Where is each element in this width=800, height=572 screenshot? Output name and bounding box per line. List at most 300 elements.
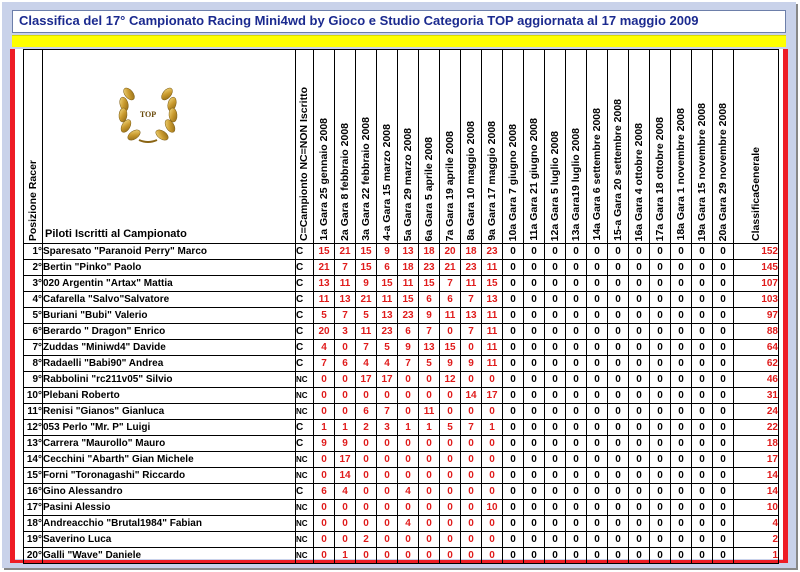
- total-cell: 31: [734, 388, 779, 404]
- score-cell: 0: [545, 260, 566, 276]
- score-cell: 0: [314, 468, 335, 484]
- score-cell: 0: [314, 548, 335, 564]
- score-cell: 0: [524, 532, 545, 548]
- total-cell: 88: [734, 324, 779, 340]
- status-cell: NC: [296, 548, 314, 564]
- score-cell: 0: [692, 468, 713, 484]
- score-cell: 0: [377, 452, 398, 468]
- score-cell: 0: [713, 372, 734, 388]
- pilot-name-cell: Carrera "Maurollo" Mauro: [43, 436, 296, 452]
- score-cell: 0: [692, 500, 713, 516]
- score-cell: 0: [503, 404, 524, 420]
- score-cell: 0: [713, 308, 734, 324]
- score-cell: 0: [713, 404, 734, 420]
- total-cell: 62: [734, 356, 779, 372]
- score-cell: 0: [650, 324, 671, 340]
- score-cell: 5: [419, 356, 440, 372]
- position-cell: 18°: [24, 516, 43, 532]
- score-cell: 0: [461, 532, 482, 548]
- score-cell: 0: [335, 404, 356, 420]
- score-cell: 0: [419, 548, 440, 564]
- score-cell: 0: [545, 324, 566, 340]
- status-cell: C: [296, 420, 314, 436]
- score-cell: 0: [587, 356, 608, 372]
- race-header-9: 9a Gara 17 maggio 2008: [482, 50, 503, 244]
- score-cell: 0: [440, 404, 461, 420]
- score-cell: 0: [461, 484, 482, 500]
- score-cell: 21: [440, 260, 461, 276]
- score-cell: 0: [566, 324, 587, 340]
- race-header-19: 19a Gara 15 novembre 2008: [692, 50, 713, 244]
- score-cell: 0: [419, 468, 440, 484]
- table-row: [24, 484, 779, 500]
- score-cell: 0: [713, 244, 734, 260]
- score-cell: 0: [440, 452, 461, 468]
- score-cell: 0: [356, 468, 377, 484]
- score-cell: 6: [377, 260, 398, 276]
- score-cell: 0: [671, 420, 692, 436]
- score-cell: 0: [566, 436, 587, 452]
- score-cell: 0: [524, 436, 545, 452]
- score-cell: 0: [713, 516, 734, 532]
- score-cell: 0: [587, 500, 608, 516]
- score-cell: 0: [440, 388, 461, 404]
- position-cell: 3°: [24, 276, 43, 292]
- score-cell: 0: [503, 308, 524, 324]
- score-cell: 0: [629, 340, 650, 356]
- table-row: [24, 516, 779, 532]
- score-cell: 0: [314, 516, 335, 532]
- score-cell: 0: [461, 404, 482, 420]
- score-cell: 0: [608, 548, 629, 564]
- score-cell: 0: [629, 548, 650, 564]
- score-cell: 0: [419, 436, 440, 452]
- score-cell: 1: [419, 420, 440, 436]
- score-cell: 13: [419, 340, 440, 356]
- pilot-name-cell: Saverino Luca: [43, 532, 296, 548]
- score-cell: 0: [650, 516, 671, 532]
- score-cell: 13: [377, 308, 398, 324]
- score-cell: 15: [356, 260, 377, 276]
- score-cell: 11: [482, 324, 503, 340]
- score-cell: 13: [482, 292, 503, 308]
- score-cell: 0: [629, 372, 650, 388]
- standings-sheet: [15, 49, 783, 559]
- score-cell: 0: [545, 436, 566, 452]
- score-cell: 23: [461, 260, 482, 276]
- score-cell: 0: [482, 404, 503, 420]
- score-cell: 9: [356, 276, 377, 292]
- score-cell: 0: [503, 436, 524, 452]
- score-cell: 0: [566, 420, 587, 436]
- score-cell: 11: [482, 260, 503, 276]
- score-cell: 13: [314, 276, 335, 292]
- score-cell: 0: [650, 484, 671, 500]
- score-cell: 0: [650, 452, 671, 468]
- score-cell: 11: [482, 308, 503, 324]
- score-cell: 9: [398, 340, 419, 356]
- table-row: [24, 548, 779, 564]
- score-cell: 6: [440, 292, 461, 308]
- score-cell: 18: [419, 244, 440, 260]
- score-cell: 0: [377, 388, 398, 404]
- score-cell: 0: [503, 452, 524, 468]
- status-cell: NC: [296, 516, 314, 532]
- score-cell: 11: [461, 276, 482, 292]
- score-cell: 3: [335, 324, 356, 340]
- score-cell: 9: [419, 308, 440, 324]
- score-cell: 0: [545, 500, 566, 516]
- score-cell: 11: [440, 308, 461, 324]
- score-cell: 0: [692, 340, 713, 356]
- score-cell: 15: [440, 340, 461, 356]
- score-cell: 0: [608, 436, 629, 452]
- total-cell: 145: [734, 260, 779, 276]
- score-cell: 0: [503, 372, 524, 388]
- score-cell: 0: [671, 436, 692, 452]
- race-header-15: 15-a Gara 20 settembre 2008: [608, 50, 629, 244]
- score-cell: 0: [524, 452, 545, 468]
- table-row: [24, 532, 779, 548]
- score-cell: 0: [503, 292, 524, 308]
- score-cell: 0: [398, 532, 419, 548]
- pilot-name-cell: Bertin "Pinko" Paolo: [43, 260, 296, 276]
- score-cell: 0: [545, 372, 566, 388]
- score-cell: 0: [587, 308, 608, 324]
- score-cell: 0: [608, 420, 629, 436]
- score-cell: 0: [629, 500, 650, 516]
- score-cell: 13: [461, 308, 482, 324]
- score-cell: 0: [566, 452, 587, 468]
- score-cell: 5: [314, 308, 335, 324]
- score-cell: 0: [650, 532, 671, 548]
- score-cell: 17: [335, 452, 356, 468]
- pilots-header: TOP Piloti Iscritti al Campionato: [43, 50, 296, 244]
- score-cell: 0: [398, 500, 419, 516]
- table-row: [24, 420, 779, 436]
- score-cell: 0: [398, 548, 419, 564]
- score-cell: 1: [398, 420, 419, 436]
- total-cell: 107: [734, 276, 779, 292]
- score-cell: 20: [314, 324, 335, 340]
- score-cell: 0: [650, 260, 671, 276]
- score-cell: 0: [356, 484, 377, 500]
- score-cell: 0: [566, 276, 587, 292]
- score-cell: 0: [608, 468, 629, 484]
- score-cell: 0: [461, 436, 482, 452]
- total-cell: 22: [734, 420, 779, 436]
- score-cell: 7: [398, 356, 419, 372]
- score-cell: 0: [629, 260, 650, 276]
- score-cell: 0: [566, 468, 587, 484]
- race-header-12: 12a Gara 5 luglio 2008: [545, 50, 566, 244]
- score-cell: 1: [482, 420, 503, 436]
- score-cell: 0: [671, 548, 692, 564]
- pilot-name-cell: Cafarella "Salvo"Salvatore: [43, 292, 296, 308]
- score-cell: 4: [335, 484, 356, 500]
- score-cell: 0: [671, 276, 692, 292]
- score-cell: 14: [335, 468, 356, 484]
- status-cell: C: [296, 324, 314, 340]
- status-header: C=Campionto NC=NON Iscritto: [296, 50, 314, 244]
- score-cell: 0: [587, 340, 608, 356]
- score-cell: 7: [377, 404, 398, 420]
- score-cell: 0: [419, 484, 440, 500]
- score-cell: 0: [314, 452, 335, 468]
- status-cell: NC: [296, 452, 314, 468]
- score-cell: 0: [692, 420, 713, 436]
- score-cell: 0: [713, 484, 734, 500]
- score-cell: 0: [587, 260, 608, 276]
- score-cell: 0: [566, 244, 587, 260]
- status-cell: NC: [296, 388, 314, 404]
- score-cell: 0: [650, 436, 671, 452]
- score-cell: 0: [671, 292, 692, 308]
- score-cell: 0: [398, 372, 419, 388]
- score-cell: 15: [314, 244, 335, 260]
- score-cell: 0: [545, 468, 566, 484]
- score-cell: 0: [377, 484, 398, 500]
- status-cell: C: [296, 484, 314, 500]
- score-cell: 0: [629, 244, 650, 260]
- pilot-name-cell: Forni "Toronagashi" Riccardo: [43, 468, 296, 484]
- total-header: ClassificaGenerale: [734, 50, 779, 244]
- status-cell: C: [296, 244, 314, 260]
- score-cell: 17: [482, 388, 503, 404]
- race-header-10: 10a Gara 7 giugno 2008: [503, 50, 524, 244]
- status-cell: C: [296, 436, 314, 452]
- race-header-20: 20a Gara 29 novembre 2008: [713, 50, 734, 244]
- score-cell: 0: [671, 356, 692, 372]
- table-row: [24, 340, 779, 356]
- score-cell: 0: [503, 276, 524, 292]
- table-row: [24, 452, 779, 468]
- race-header-6: 6a Gara 5 aprile 2008: [419, 50, 440, 244]
- score-cell: 20: [440, 244, 461, 260]
- position-cell: 8°: [24, 356, 43, 372]
- score-cell: 0: [566, 404, 587, 420]
- race-header-16: 16a Gara 4 ottobre 2008: [629, 50, 650, 244]
- score-cell: 0: [503, 260, 524, 276]
- score-cell: 0: [671, 244, 692, 260]
- score-cell: 0: [629, 436, 650, 452]
- score-cell: 7: [440, 276, 461, 292]
- score-cell: 4: [377, 356, 398, 372]
- score-cell: 5: [440, 420, 461, 436]
- score-cell: 0: [524, 484, 545, 500]
- score-cell: 0: [482, 436, 503, 452]
- position-cell: 7°: [24, 340, 43, 356]
- score-cell: 13: [335, 292, 356, 308]
- score-cell: 0: [692, 308, 713, 324]
- score-cell: 0: [566, 516, 587, 532]
- score-cell: 0: [629, 420, 650, 436]
- score-cell: 0: [650, 388, 671, 404]
- position-cell: 11°: [24, 404, 43, 420]
- status-cell: NC: [296, 500, 314, 516]
- score-cell: 0: [545, 356, 566, 372]
- position-cell: 4°: [24, 292, 43, 308]
- score-cell: 0: [608, 404, 629, 420]
- score-cell: 0: [503, 420, 524, 436]
- score-cell: 0: [545, 484, 566, 500]
- score-cell: 0: [629, 404, 650, 420]
- score-cell: 9: [314, 436, 335, 452]
- score-cell: 0: [566, 292, 587, 308]
- score-cell: 0: [440, 548, 461, 564]
- score-cell: 21: [356, 292, 377, 308]
- score-cell: 0: [524, 500, 545, 516]
- score-cell: 7: [335, 308, 356, 324]
- score-cell: 0: [419, 452, 440, 468]
- position-cell: 2°: [24, 260, 43, 276]
- score-cell: 0: [461, 500, 482, 516]
- score-cell: 0: [524, 548, 545, 564]
- score-cell: 0: [377, 500, 398, 516]
- score-cell: 0: [377, 532, 398, 548]
- pilot-name-cell: Berardo " Dragon" Enrico: [43, 324, 296, 340]
- table-row: [24, 244, 779, 260]
- score-cell: 0: [629, 356, 650, 372]
- total-cell: 24: [734, 404, 779, 420]
- total-cell: 2: [734, 532, 779, 548]
- score-cell: 0: [587, 468, 608, 484]
- score-cell: 0: [545, 308, 566, 324]
- race-header-13: 13a Gara19 luglio 2008: [566, 50, 587, 244]
- score-cell: 0: [440, 324, 461, 340]
- score-cell: 0: [524, 420, 545, 436]
- score-cell: 0: [629, 484, 650, 500]
- race-header-11: 11a Gara 21 giugno 2008: [524, 50, 545, 244]
- score-cell: 11: [398, 276, 419, 292]
- score-cell: 0: [587, 484, 608, 500]
- page-title: Classifica del 17° Campionato Racing Mini4wd by Gioco e Studio Categoria TOP aggiornata al 17 maggio 2009: [19, 13, 699, 28]
- score-cell: 11: [314, 292, 335, 308]
- score-cell: 0: [608, 484, 629, 500]
- score-cell: 0: [440, 484, 461, 500]
- score-cell: 2: [356, 532, 377, 548]
- score-cell: 0: [629, 388, 650, 404]
- score-cell: 0: [692, 436, 713, 452]
- score-cell: 1: [314, 420, 335, 436]
- score-cell: 4: [398, 516, 419, 532]
- score-cell: 0: [503, 244, 524, 260]
- score-cell: 0: [629, 276, 650, 292]
- score-cell: 0: [335, 372, 356, 388]
- score-cell: 0: [566, 340, 587, 356]
- score-cell: 0: [692, 244, 713, 260]
- score-cell: 6: [335, 356, 356, 372]
- score-cell: 7: [461, 420, 482, 436]
- score-cell: 0: [566, 260, 587, 276]
- score-cell: 0: [461, 372, 482, 388]
- score-cell: 21: [314, 260, 335, 276]
- score-cell: 0: [566, 308, 587, 324]
- score-cell: 0: [713, 452, 734, 468]
- score-cell: 0: [713, 356, 734, 372]
- score-cell: 0: [356, 548, 377, 564]
- position-cell: 6°: [24, 324, 43, 340]
- score-cell: 0: [314, 532, 335, 548]
- score-cell: 18: [398, 260, 419, 276]
- score-cell: 0: [692, 484, 713, 500]
- score-cell: 0: [398, 436, 419, 452]
- score-cell: 23: [419, 260, 440, 276]
- score-cell: 7: [461, 292, 482, 308]
- score-cell: 0: [650, 404, 671, 420]
- score-cell: 0: [650, 276, 671, 292]
- table-row: [24, 404, 779, 420]
- position-cell: 9°: [24, 372, 43, 388]
- score-cell: 0: [503, 484, 524, 500]
- score-cell: 0: [587, 532, 608, 548]
- svg-text:TOP: TOP: [139, 110, 157, 119]
- score-cell: 4: [356, 356, 377, 372]
- score-cell: 0: [566, 548, 587, 564]
- race-header-14: 14a Gara 6 settembre 2008: [587, 50, 608, 244]
- score-cell: 0: [566, 388, 587, 404]
- header-row: [24, 50, 779, 244]
- pilot-name-cell: 053 Perlo "Mr. P" Luigi: [43, 420, 296, 436]
- score-cell: 0: [335, 388, 356, 404]
- score-cell: 15: [419, 276, 440, 292]
- score-cell: 0: [440, 436, 461, 452]
- score-cell: 0: [713, 420, 734, 436]
- score-cell: 0: [713, 532, 734, 548]
- score-cell: 0: [461, 340, 482, 356]
- score-cell: 17: [377, 372, 398, 388]
- score-cell: 7: [314, 356, 335, 372]
- table-row: [24, 292, 779, 308]
- table-row: [24, 276, 779, 292]
- total-cell: 97: [734, 308, 779, 324]
- score-cell: 0: [524, 244, 545, 260]
- score-cell: 0: [629, 516, 650, 532]
- score-cell: 0: [335, 532, 356, 548]
- score-cell: 0: [608, 516, 629, 532]
- table-row: [24, 308, 779, 324]
- position-cell: 1°: [24, 244, 43, 260]
- pilot-name-cell: Pasini Alessio: [43, 500, 296, 516]
- score-cell: 0: [482, 516, 503, 532]
- score-cell: 0: [524, 372, 545, 388]
- score-cell: 0: [377, 548, 398, 564]
- standings-table: [23, 49, 779, 564]
- score-cell: 0: [503, 324, 524, 340]
- score-cell: 0: [587, 420, 608, 436]
- score-cell: 0: [671, 260, 692, 276]
- score-cell: 1: [335, 548, 356, 564]
- score-cell: 15: [356, 244, 377, 260]
- red-border-right: [783, 49, 788, 563]
- score-cell: 21: [335, 244, 356, 260]
- score-cell: 0: [398, 404, 419, 420]
- score-cell: 0: [692, 548, 713, 564]
- table-row: [24, 372, 779, 388]
- score-cell: 0: [482, 548, 503, 564]
- score-cell: 0: [629, 308, 650, 324]
- score-cell: 0: [335, 340, 356, 356]
- score-cell: 0: [692, 324, 713, 340]
- score-cell: 0: [692, 532, 713, 548]
- score-cell: 0: [608, 324, 629, 340]
- score-cell: 0: [314, 388, 335, 404]
- score-cell: 0: [524, 468, 545, 484]
- score-cell: 0: [608, 532, 629, 548]
- score-cell: 0: [545, 340, 566, 356]
- score-cell: 0: [398, 468, 419, 484]
- status-cell: C: [296, 308, 314, 324]
